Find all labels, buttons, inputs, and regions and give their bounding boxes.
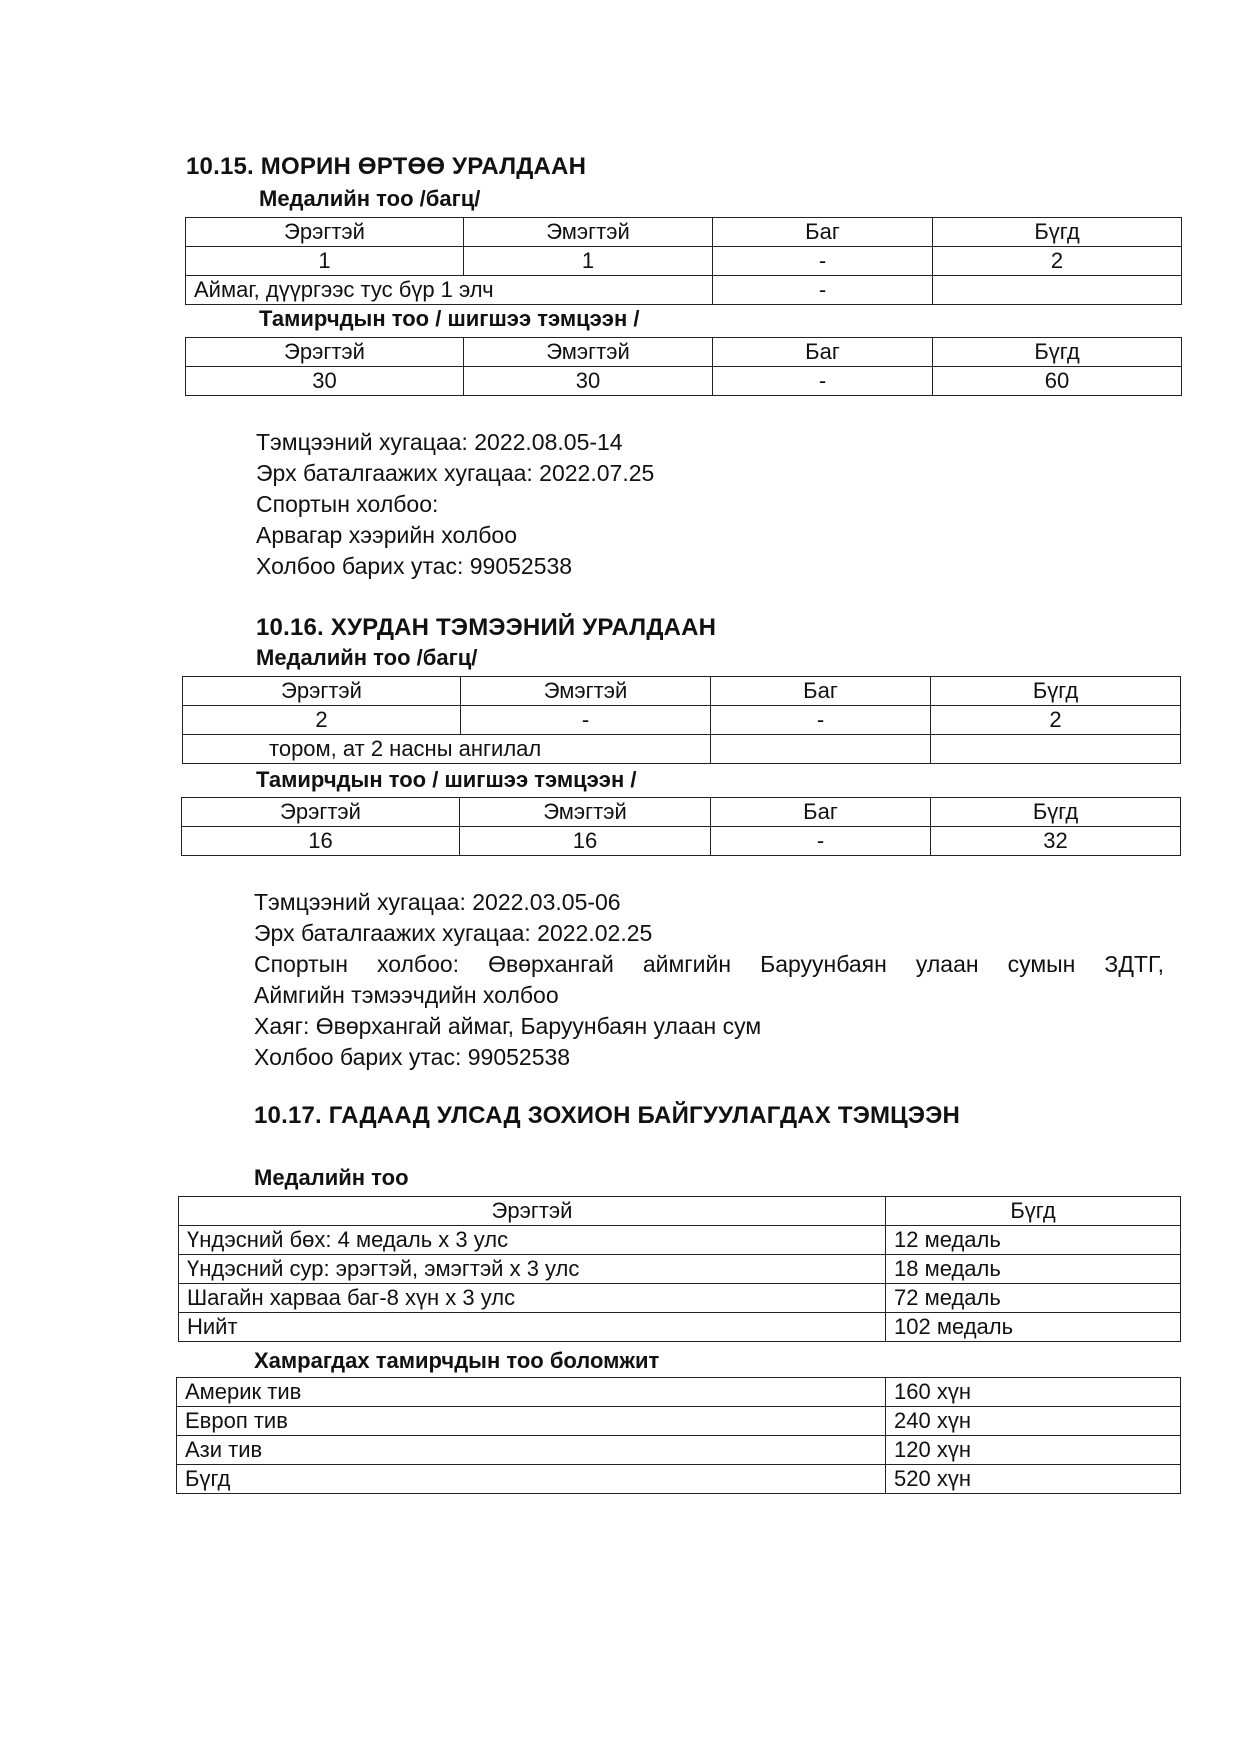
- table-row: [186, 218, 1182, 247]
- table-row: [186, 276, 1182, 305]
- contact-phone: Холбоо барих утас: 99052538: [256, 553, 573, 579]
- table-cell: 16: [182, 827, 460, 856]
- table-row: [179, 1255, 1181, 1284]
- header-cell: Эрэгтэй: [182, 798, 460, 827]
- table-row: [183, 677, 1181, 706]
- header-cell: Бүгд: [933, 338, 1182, 367]
- table-cell: 160 хүн: [886, 1378, 1181, 1407]
- header-cell: Баг: [711, 677, 931, 706]
- table-cell: Үндэсний сур: эрэгтэй, эмэгтэй х 3 улс: [179, 1255, 886, 1284]
- table-cell: 16: [460, 827, 711, 856]
- table-row: [177, 1407, 1181, 1436]
- header-cell: Эрэгтэй: [183, 677, 461, 706]
- table-cell: 2: [183, 706, 461, 735]
- table-cell: Шагайн харваа баг-8 хүн х 3 улс: [179, 1284, 886, 1313]
- table-cell: 120 хүн: [886, 1436, 1181, 1465]
- header-cell: Эрэгтэй: [186, 218, 464, 247]
- header-cell: Баг: [713, 218, 933, 247]
- table-cell: 18 медаль: [886, 1255, 1181, 1284]
- athlete-table-10-15: [185, 337, 1182, 396]
- table-cell: -: [713, 367, 933, 396]
- header-cell: Эмэгтэй: [460, 798, 711, 827]
- header-cell: Эмэгтэй: [461, 677, 711, 706]
- table-row: [177, 1436, 1181, 1465]
- info-block-10-15: [256, 427, 654, 582]
- header-cell: Эрэгтэй: [186, 338, 464, 367]
- table-cell: 2: [931, 706, 1181, 735]
- header-cell: Баг: [713, 338, 933, 367]
- word: холбоо:: [376, 951, 460, 977]
- table-row: [179, 1284, 1181, 1313]
- table-row: [177, 1378, 1181, 1407]
- table-cell: 102 медаль: [886, 1313, 1181, 1342]
- table-cell: 30: [464, 367, 713, 396]
- table-cell: 240 хүн: [886, 1407, 1181, 1436]
- word: ЗДТГ,: [1104, 951, 1164, 977]
- header-cell: Бүгд: [931, 798, 1181, 827]
- table-row: [183, 735, 1181, 764]
- competition-dates: Тэмцээний хугацаа: 2022.08.05-14: [256, 429, 623, 455]
- table-row: [179, 1226, 1181, 1255]
- competition-dates: Тэмцээний хугацаа: 2022.03.05-06: [254, 889, 621, 915]
- table-cell: 60: [933, 367, 1182, 396]
- header-cell: Эмэгтэй: [464, 338, 713, 367]
- table-row: [186, 367, 1182, 396]
- table-cell: Үндэсний бөх: 4 медаль х 3 улс: [179, 1226, 886, 1255]
- medal-heading-10-16: Медалийн тоо /багц/: [256, 645, 478, 670]
- word: Спортын: [254, 951, 348, 977]
- table-cell: [933, 276, 1182, 305]
- athlete-heading-10-15: Тамирчдын тоо / шигшээ тэмцээн /: [259, 306, 640, 331]
- table-row: [183, 706, 1181, 735]
- table-cell: Европ тив: [177, 1407, 886, 1436]
- registration-deadline: Эрх баталгаажих хугацаа: 2022.02.25: [254, 920, 653, 946]
- word: Өвөрхангай: [488, 951, 614, 977]
- note-cell: Аймаг, дүүргээс тус бүр 1 элч: [186, 276, 713, 305]
- medal-heading-10-17: Медалийн тоо: [254, 1165, 409, 1190]
- table-cell: 72 медаль: [886, 1284, 1181, 1313]
- table-row: [177, 1465, 1181, 1494]
- table-row: [179, 1197, 1181, 1226]
- table-cell: 32: [931, 827, 1181, 856]
- medal-table-10-16: [182, 676, 1181, 764]
- note-cell: тором, ат 2 насны ангилал: [183, 735, 711, 764]
- header-cell: Бүгд: [886, 1197, 1181, 1226]
- sport-federation-name: Аймгийн тэмээчдийн холбоо: [254, 982, 559, 1008]
- header-cell: Бүгд: [931, 677, 1181, 706]
- table-row: [186, 338, 1182, 367]
- section-title-10-15: 10.15. МОРИН ӨРТӨӨ УРАЛДААН: [186, 153, 587, 180]
- word: улаан: [915, 951, 979, 977]
- table-row: [179, 1313, 1181, 1342]
- sport-federation-label: Спортын холбоо:: [256, 491, 439, 517]
- table-cell: [711, 735, 931, 764]
- table-cell: 30: [186, 367, 464, 396]
- medal-table-10-17: [178, 1196, 1181, 1342]
- table-cell: -: [713, 247, 933, 276]
- section-title-10-17: 10.17. ГАДААД УЛСАД ЗОХИОН БАЙГУУЛАГДАХ ТЭМЦЭЭН: [254, 1102, 960, 1129]
- table-cell: -: [461, 706, 711, 735]
- table-cell: 520 хүн: [886, 1465, 1181, 1494]
- section-title-10-16: 10.16. ХУРДАН ТЭМЭЭНИЙ УРАЛДААН: [256, 614, 717, 641]
- table-row: [182, 798, 1181, 827]
- sport-federation-line: [254, 949, 1164, 980]
- table-cell: [931, 735, 1181, 764]
- table-cell: Бүгд: [177, 1465, 886, 1494]
- header-cell: Эмэгтэй: [464, 218, 713, 247]
- table-row: [186, 247, 1182, 276]
- medal-table-10-15: [185, 217, 1182, 305]
- header-cell: Бүгд: [933, 218, 1182, 247]
- header-cell: Баг: [711, 798, 931, 827]
- athlete-heading-10-16: Тамирчдын тоо / шигшээ тэмцээн /: [256, 767, 637, 792]
- table-cell: 1: [464, 247, 713, 276]
- table-cell: 1: [186, 247, 464, 276]
- table-cell: Нийт: [179, 1313, 886, 1342]
- table-cell: 2: [933, 247, 1182, 276]
- athlete-table-10-16: [181, 797, 1181, 856]
- registration-deadline: Эрх баталгаажих хугацаа: 2022.07.25: [256, 460, 655, 486]
- word: сумын: [1007, 951, 1076, 977]
- athlete-heading-10-17: Хамрагдах тамирчдын тоо боломжит: [254, 1348, 660, 1373]
- sport-federation-name: Арвагар хээрийн холбоо: [256, 522, 517, 548]
- header-cell: Эрэгтэй: [179, 1197, 886, 1226]
- contact-phone: Холбоо барих утас: 99052538: [254, 1044, 571, 1070]
- table-cell: Ази тив: [177, 1436, 886, 1465]
- table-cell: -: [711, 827, 931, 856]
- athlete-table-10-17: [176, 1377, 1181, 1494]
- table-cell: 12 медаль: [886, 1226, 1181, 1255]
- table-row: [182, 827, 1181, 856]
- table-cell: -: [713, 276, 933, 305]
- address: Хаяг: Өвөрхангай аймаг, Баруунбаян улаан сум: [254, 1013, 762, 1039]
- medal-heading-10-15: Медалийн тоо /багц/: [259, 186, 481, 211]
- word: аймгийн: [642, 951, 732, 977]
- table-cell: Америк тив: [177, 1378, 886, 1407]
- table-cell: -: [711, 706, 931, 735]
- word: Баруунбаян: [760, 951, 887, 977]
- info-block-10-16: [254, 887, 1164, 1073]
